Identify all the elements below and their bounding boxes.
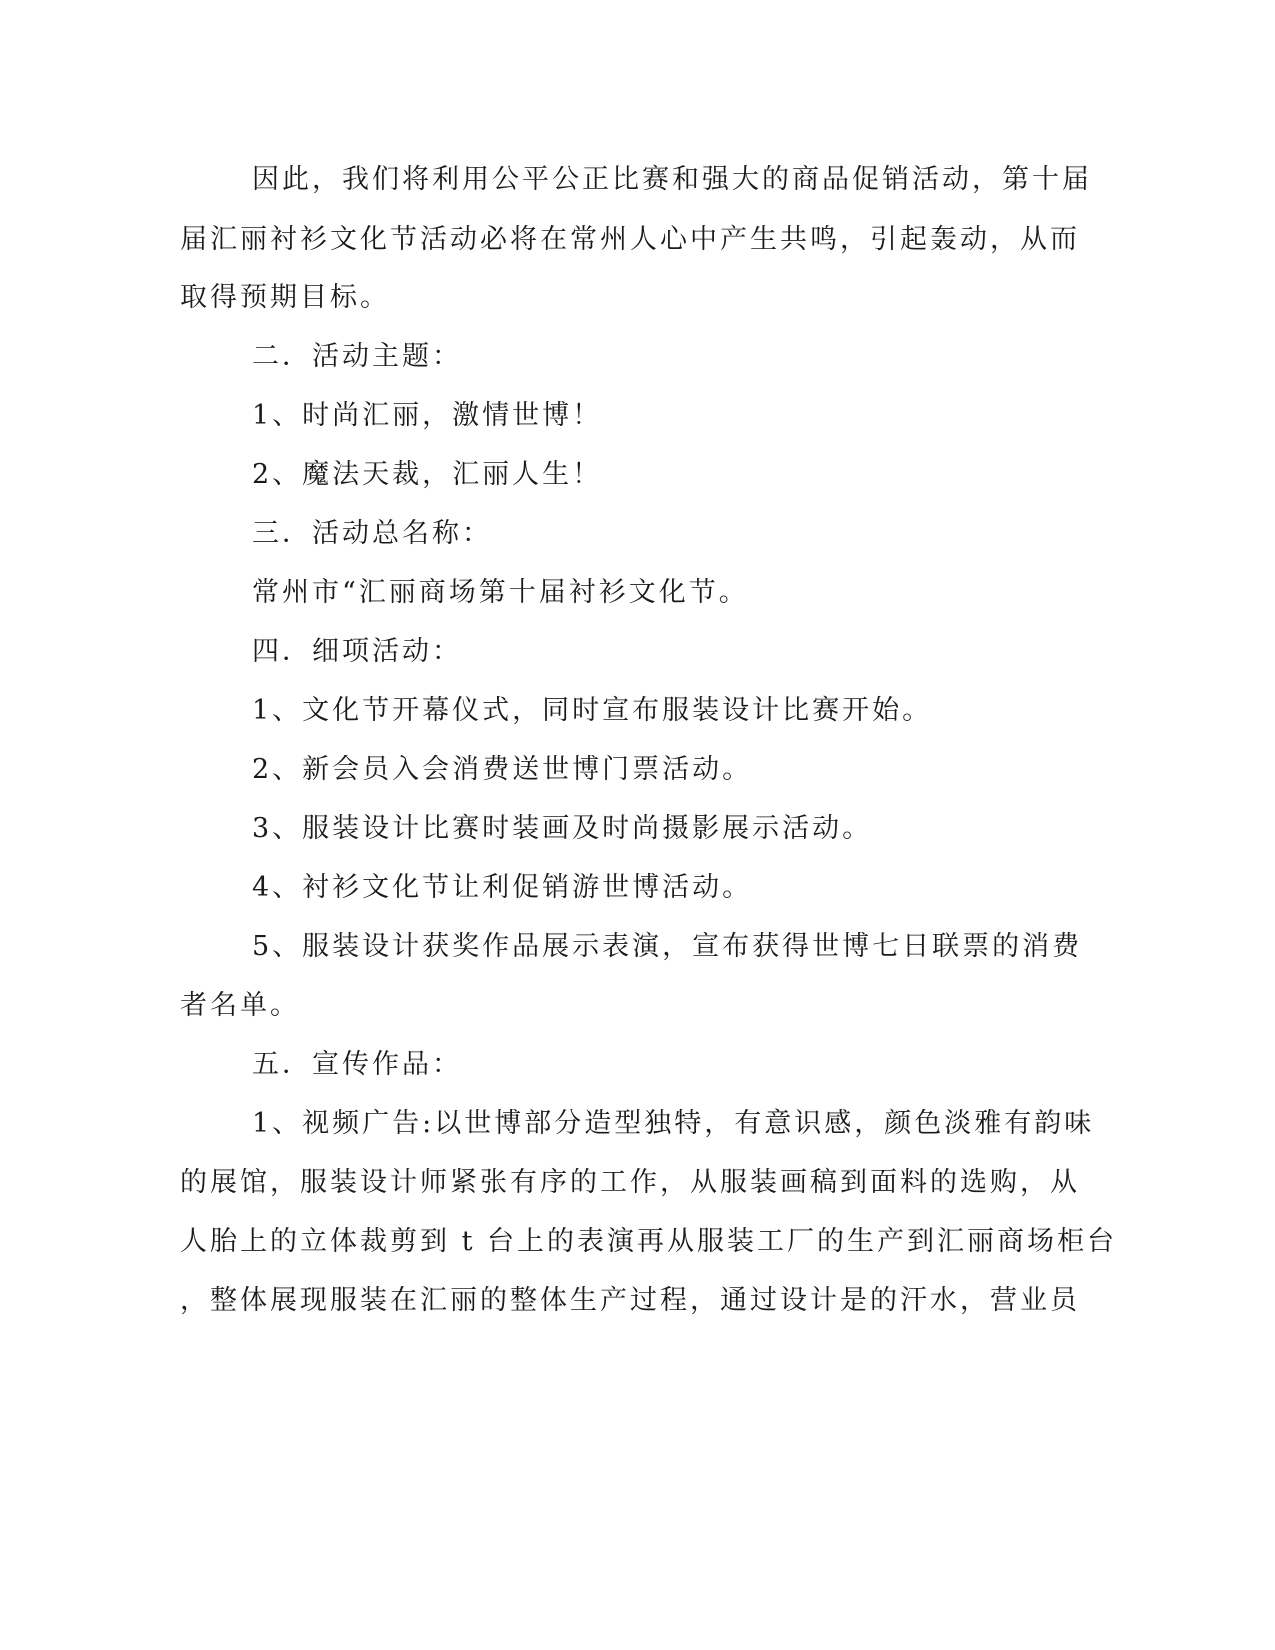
section-heading: 五．宣传作品： [252,1049,462,1080]
section-heading: 二．活动主题： [252,341,462,372]
paragraph-line: 因此，我们将利用公平公正比赛和强大的商品促销活动，第十届 [252,164,1092,195]
paragraph-line: 常州市“汇丽商场第十届衬衫文化节。 [252,577,749,608]
list-item: 1、时尚汇丽，激情世博！ [252,400,603,431]
list-item: 4、衬衫文化节让利促销游世博活动。 [252,872,753,903]
list-item: 1、文化节开幕仪式，同时宣布服装设计比赛开始。 [252,695,933,726]
list-item: 2、新会员入会消费送世博门票活动。 [252,754,753,785]
list-item: 5、服装设计获奖作品展示表演，宣布获得世博七日联票的消费 [252,931,1083,962]
paragraph-line: 的展馆，服装设计师紧张有序的工作，从服装画稿到面料的选购，从 [180,1167,1080,1198]
paragraph-line: ，整体展现服装在汇丽的整体生产过程，通过设计是的汗水，营业员 [180,1285,1080,1316]
list-item: 1、视频广告:以世博部分造型独特，有意识感，颜色淡雅有韵味 [252,1108,1095,1139]
section-heading: 三．活动总名称： [252,518,492,549]
section-heading: 四．细项活动： [252,636,462,667]
paragraph-line: 届汇丽衬衫文化节活动必将在常州人心中产生共鸣，引起轰动，从而 [180,224,1080,255]
list-item: 2、魔法天裁，汇丽人生！ [252,459,603,490]
list-item: 3、服装设计比赛时装画及时尚摄影展示活动。 [252,813,873,844]
paragraph-line: 人胎上的立体裁剪到 t 台上的表演再从服装工厂的生产到汇丽商场柜台 [180,1226,1118,1257]
paragraph-line: 者名单。 [180,990,300,1021]
paragraph-line: 取得预期目标。 [180,282,390,313]
